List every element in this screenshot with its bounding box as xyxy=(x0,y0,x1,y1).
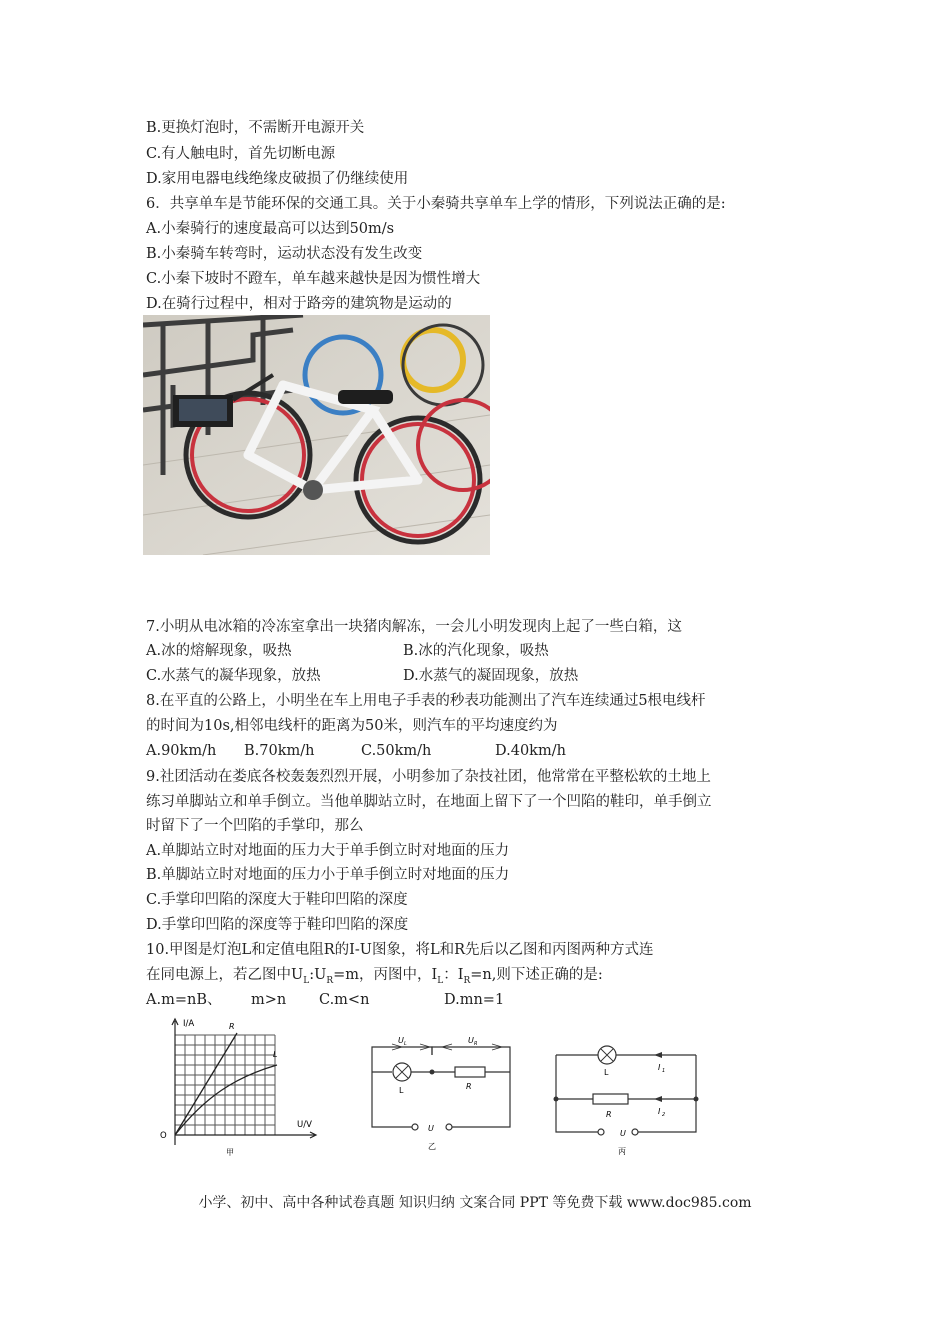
shared-bike-photo xyxy=(143,315,490,555)
option-5d: D.家用电器电线绝缘皮破损了仍继续使用 xyxy=(146,171,409,187)
question-8-line1: 8.在平直的公路上，小明坐在车上用电子手表的秒表功能测出了汽车连续通过5根电线杆 xyxy=(146,693,706,709)
figure-caption-bing: 丙 xyxy=(618,1147,626,1156)
option-5b: B.更换灯泡时，不需断开电源开关 xyxy=(146,120,365,136)
question-6: 6．共享单车是节能环保的交通工具。关于小秦骑共享单车上学的情形，下列说法正确的是: xyxy=(146,196,726,212)
option-7a: A.冰的熔解现象，吸热 xyxy=(146,643,292,659)
question-7: 7.小明从电冰箱的冷冻室拿出一块猪肉解冻，一会儿小明发现肉上起了一些白箱，这 xyxy=(146,619,682,635)
curve-l-label: L xyxy=(273,1050,278,1059)
lamp-label: L xyxy=(604,1068,609,1077)
figure-yi-series-circuit xyxy=(362,1017,522,1166)
option-5c: C.有人触电时，首先切断电源 xyxy=(146,146,336,162)
u-resistor-label: U xyxy=(468,1036,474,1045)
i2-subscript: 2 xyxy=(662,1112,666,1118)
option-10a: A.m=nB、 xyxy=(146,992,222,1008)
option-9d: D.手掌印凹陷的深度等于鞋印凹陷的深度 xyxy=(146,917,409,933)
option-6b: B.小秦骑车转弯时，运动状态没有发生改变 xyxy=(146,246,423,262)
option-7c: C.水蒸气的凝华现象，放热 xyxy=(146,668,321,684)
i2-label: I xyxy=(658,1107,661,1116)
question-8-line2: 的时间为10s,相邻电线杆的距离为50米，则汽车的平均速度约为 xyxy=(146,718,558,734)
u-lamp-label: U xyxy=(398,1036,404,1045)
figure-bing-parallel-circuit xyxy=(548,1017,708,1166)
page-footer: 小学、初中、高中各种试卷真题 知识归纳 文案合同 PPT 等免费下载 www.doc985.com xyxy=(198,1195,752,1211)
option-8c: C.50km/h xyxy=(361,743,432,759)
option-10b: m>n xyxy=(251,992,287,1008)
question-9-line3: 时留下了一个凹陷的手掌印，那么 xyxy=(146,818,364,834)
curve-r-label: R xyxy=(229,1022,235,1031)
question-9-line1: 9.社团活动在娄底各校轰轰烈烈开展，小明参加了杂技社团，他常常在平整松软的土地上 xyxy=(146,769,711,785)
u-lamp-subscript: L xyxy=(404,1041,407,1047)
figure-caption-jia: 甲 xyxy=(226,1148,234,1157)
option-10c: C.m<n xyxy=(319,992,370,1008)
question-10-line1: 10.甲图是灯泡L和定值电阻R的I-U图象，将L和R先后以乙图和丙图两种方式连 xyxy=(146,942,654,958)
option-8d: D.40km/h xyxy=(495,743,566,759)
question-10-line2: 在同电源上，若乙图中$U_L:U_R=m$，丙图中，$I_L$：$I_R=n$,则下述正确的是: xyxy=(146,967,603,986)
option-7d: D.水蒸气的凝固现象，放热 xyxy=(403,668,579,684)
y-axis-label: I/A xyxy=(183,1019,195,1029)
x-axis-label: U/V xyxy=(297,1120,312,1130)
option-6d: D.在骑行过程中，相对于路旁的建筑物是运动的 xyxy=(146,296,452,312)
source-label: U xyxy=(428,1124,434,1133)
option-10d: D.mn=1 xyxy=(444,992,505,1008)
figure-jia-iu-graph xyxy=(155,1017,325,1166)
option-8a: A.90km/h xyxy=(146,743,217,759)
option-7b: B.冰的汽化现象，吸热 xyxy=(403,643,549,659)
origin-label: O xyxy=(160,1131,167,1141)
figure-caption-yi: 乙 xyxy=(428,1142,436,1151)
question-9-line2: 练习单脚站立和单手倒立。当他单脚站立时，在地面上留下了一个凹陷的鞋印，单手倒立 xyxy=(146,794,712,810)
option-9b: B.单脚站立时对地面的压力小于单手倒立时对地面的压力 xyxy=(146,867,510,883)
u-resistor-subscript: R xyxy=(474,1041,478,1047)
i1-label: I xyxy=(658,1063,661,1072)
option-6a: A.小秦骑行的速度最高可以达到50m/s xyxy=(146,221,395,237)
i1-subscript: 1 xyxy=(662,1068,666,1074)
option-9c: C.手掌印凹陷的深度大于鞋印凹陷的深度 xyxy=(146,892,408,908)
option-6c: C.小秦下坡时不蹬车，单车越来越快是因为惯性增大 xyxy=(146,271,481,287)
resistor-label: R xyxy=(466,1082,472,1091)
resistor-label: R xyxy=(606,1110,612,1119)
source-label: U xyxy=(620,1129,626,1138)
option-9a: A.单脚站立时对地面的压力大于单手倒立时对地面的压力 xyxy=(146,843,510,859)
option-8b: B.70km/h xyxy=(244,743,315,759)
lamp-label: L xyxy=(399,1086,404,1095)
